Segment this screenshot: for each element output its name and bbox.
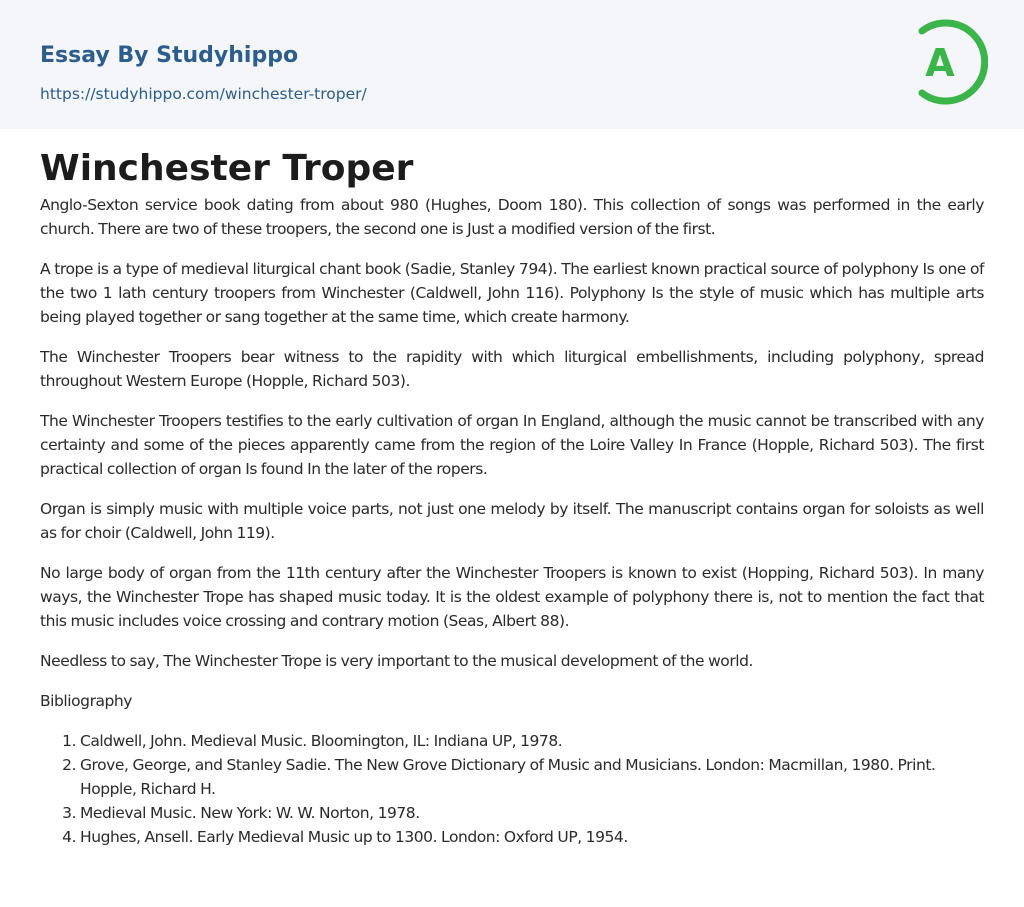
- bibliography-item: 1. Caldwell, John. Medieval Music. Bloomington, IL: Indiana UP, 1978.: [80, 729, 984, 753]
- page-title: Winchester Troper: [40, 148, 414, 189]
- site-header: [0, 0, 1024, 129]
- logo-letter: A: [925, 41, 955, 85]
- source-url-link[interactable]: https://studyhippo.com/winchester-troper/: [40, 85, 367, 103]
- bibliography-item: 3. Medieval Music. New York: W. W. Norton, 1978.: [80, 801, 984, 825]
- paragraph: No large body of organ from the 11th century after the Winchester Troopers is known to exist (Hopping, Richard 503). In many ways, the Winchester Trope has shaped music today. It is the oldest example of polyphony there is, not to mention the fact that this music includes voice crossing and contrary motion (Seas, Albert 88).: [40, 564, 984, 630]
- paragraph: Needless to say, The Winchester Trope is very important to the musical development of the world.: [40, 652, 753, 670]
- paragraph: A trope is a type of medieval liturgical chant book (Sadie, Stanley 794). The earliest known practical source of polyphony Is one of the two 1 lath century troopers from Winchester (Caldwell, John 116). Polyphony Is the style of music which has multiple arts being played together or sang together at the same time, which create harmony.: [40, 260, 984, 326]
- bibliography-heading: Bibliography: [40, 692, 133, 710]
- paragraph: The Winchester Troopers testifies to the early cultivation of organ In England, although the music cannot be transcribed with any certainty and some of the pieces apparently came from the region of the Loire Valley In France (Hopple, Richard 503). The first practical collection of organ Is found In the later of the ropers.: [40, 412, 984, 478]
- paragraph: Anglo-Sexton service book dating from about 980 (Hughes, Doom 180). This collection of songs was performed in the early church. There are two of these troopers, the second one is Just a modified version of the first.: [40, 196, 984, 238]
- brand-title: Essay By Studyhippo: [40, 43, 299, 68]
- article: [0, 129, 1024, 849]
- paragraph: The Winchester Troopers bear witness to the rapidity with which liturgical embellishments, including polyphony, spread throughout Western Europe (Hopple, Richard 503).: [40, 348, 984, 390]
- paragraph: Organ is simply music with multiple voice parts, not just one melody by itself. The manuscript contains organ for soloists as well as for choir (Caldwell, John 119).: [40, 500, 984, 542]
- bibliography-item: 2. Grove, George, and Stanley Sadie. The New Grove Dictionary of Music and Musicians. London: Macmillan, 1980. Print. Hopple, Richard H.: [80, 753, 984, 801]
- studyhippo-logo-icon: [910, 18, 988, 106]
- bibliography-list: [40, 729, 984, 849]
- bibliography-item: 4. Hughes, Ansell. Early Medieval Music up to 1300. London: Oxford UP, 1954.: [80, 825, 984, 849]
